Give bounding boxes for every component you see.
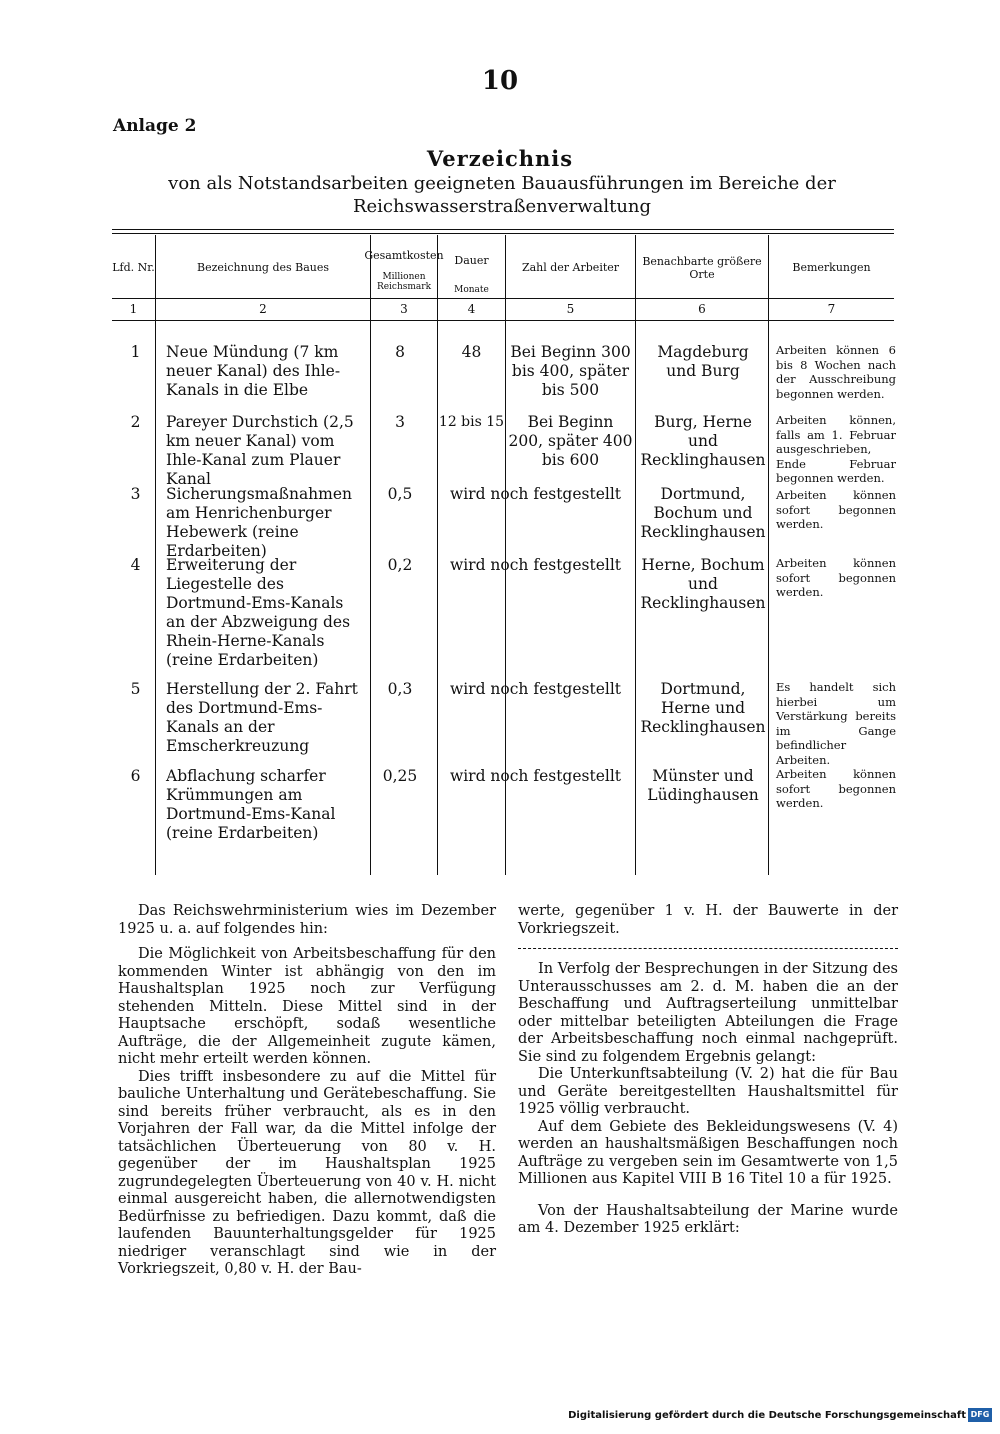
document-subtitle: von als Notstandsarbeiten geeigneten Bauausführungen im Bereiche der Reichswasserstraßenverwaltung — [168, 173, 836, 217]
row-name: Abflachung scharfer Krümmungen am Dortmund-Ems-Kanal (reine Erdarbeiten) — [166, 767, 336, 842]
header-cost: Gesamtkosten — [364, 248, 444, 262]
row-remarks: Es handelt sich hierbei um Verstärkung bereits im Gange befindlicher Arbeiten. — [776, 680, 896, 767]
row-cost: 0,2 — [387, 556, 413, 574]
header-cost-unit: Millionen Reichsmark — [376, 272, 432, 292]
header-nr: Lfd. Nr. — [112, 261, 155, 274]
row-places: Herne, Bochum und Recklinghausen — [640, 556, 766, 612]
section-divider — [518, 948, 898, 949]
row-cost: 0,25 — [382, 767, 418, 785]
row-remarks: Arbeiten können sofort begonnen werden. — [776, 767, 896, 810]
table-top-rule-inner — [112, 233, 894, 234]
footer-credit: Digitalisierung gefördert durch die Deutsche Forschungsgemeinschaft — [568, 1410, 966, 1421]
paragraph: Die Unterkunftsabteilung (V. 2) hat die für Bau und Geräte bereitgestellten Haushaltsmittel für 1925 völlig verbraucht. — [518, 1066, 898, 1117]
paragraph: Auf dem Gebiete des Bekleidungswesens (V. 4) werden an haushaltsmäßigen Beschaffungen noch Aufträge zu vergeben sein im Gesamtwerte von 1,5 Millionen aus Kapitel VIII B 16 Titel 10 a für 1925. — [518, 1118, 898, 1187]
row-nr: 4 — [130, 556, 141, 574]
row-duration-workers: wird noch festgestellt — [449, 485, 622, 503]
row-duration-workers: wird noch festgestellt — [449, 680, 622, 698]
row-places: Burg, Herne und Recklinghausen — [640, 413, 766, 469]
header-duration-unit: Monate — [454, 285, 489, 295]
row-workers: Bei Beginn 200, später 400 bis 600 — [508, 413, 633, 469]
row-nr: 5 — [130, 680, 141, 698]
column-divider — [155, 235, 156, 875]
row-cost: 0,3 — [387, 680, 413, 698]
table-number-rule — [112, 320, 894, 321]
page-number: 10 — [481, 66, 519, 96]
paragraph: werte, gegenüber 1 v. H. der Bauwerte in der Vorkriegszeit. — [518, 903, 898, 937]
column-divider — [635, 235, 636, 875]
row-nr: 6 — [130, 767, 141, 785]
paragraph: Das Reichswehrministerium wies im Dezember 1925 u. a. auf folgendes hin: — [118, 903, 496, 937]
row-name: Pareyer Durchstich (2,5 km neuer Kanal) vom Ihle-Kanal zum Plauer Kanal — [166, 413, 354, 488]
row-name: Herstellung der 2. Fahrt des Dortmund-Ems-Kanals an der Emscherkreuzung — [166, 680, 358, 755]
header-name: Bezeichnung des Baues — [196, 261, 330, 274]
row-duration-workers: wird noch festgestellt — [449, 556, 622, 574]
row-duration: 12 bis 15 — [438, 414, 505, 430]
row-remarks: Arbeiten können sofort begonnen werden. — [776, 488, 896, 531]
paragraph: In Verfolg der Besprechungen in der Sitzung des Unterausschusses am 2. d. M. haben die an der Beschaffung und Auftragserteilung unmittelbar oder mittelbar beteiligten Abteilungen die Frage der Arbeitsbeschaffung noch einmal nachgeprüft. Sie sind zu folgendem Ergebnis gelangt: — [518, 961, 898, 1065]
row-remarks: Arbeiten können sofort begonnen werden. — [776, 556, 896, 599]
row-places: Magdeburg und Burg — [657, 343, 749, 380]
paragraph: Dies trifft insbesondere zu auf die Mittel für bauliche Unterhaltung und Gerätebeschaffung. Sie sind bereits früher verbraucht, als es in den Vorjahren der Fall war, da die Mittel infolge der tatsächlichen Überteuerung von 80 v. H. gegenüber der im Haushaltsplan 1925 zugrundegelegten Überteuerung von 40 v. H. nicht einmal ausgereicht haben, die allernotwendigsten Bedürfnisse zu befriedigen. Dazu kommt, daß die laufenden Bauunterhaltungsgelder für 1925 niedriger veranschlagt sind wie in der Vorkriegszeit, 0,80 v. H. der Bau- — [118, 1068, 496, 1277]
row-places: Dortmund, Herne und Recklinghausen — [640, 680, 766, 736]
document-title: Verzeichnis — [426, 146, 574, 171]
row-places: Münster und Lüdinghausen — [647, 767, 759, 804]
row-cost: 0,5 — [387, 485, 413, 503]
column-number: 1 — [129, 302, 138, 316]
row-nr: 1 — [130, 343, 141, 361]
table-top-rule — [112, 229, 894, 230]
column-number: 2 — [259, 302, 267, 316]
right-text-column — [518, 903, 898, 1238]
row-remarks: Arbeiten können 6 bis 8 Wochen nach der Ausschreibung begonnen werden. — [776, 343, 896, 401]
dfg-logo: DFG — [968, 1408, 992, 1422]
column-number: 4 — [467, 302, 476, 316]
row-name: Erweiterung der Liegestelle des Dortmund-Ems-Kanals an der Abzweigung des Rhein-Herne-Kanals (reine Erdarbeiten) — [166, 556, 351, 669]
column-number: 7 — [827, 302, 836, 316]
header-duration: Dauer — [454, 253, 489, 267]
column-number: 5 — [566, 302, 575, 316]
row-remarks: Arbeiten können, falls am 1. Februar ausgeschrieben, Ende Februar begonnen werden. — [776, 413, 896, 485]
row-nr: 3 — [130, 485, 141, 503]
header-places: Benachbarte größere Orte — [642, 254, 762, 281]
row-cost: 8 — [395, 343, 405, 361]
header-workers: Zahl der Arbeiter — [521, 261, 620, 274]
header-remarks: Bemerkungen — [792, 261, 871, 274]
column-number: 3 — [400, 302, 408, 316]
row-places: Dortmund, Bochum und Recklinghausen — [640, 485, 766, 541]
table-header-rule — [112, 298, 894, 299]
column-divider — [768, 235, 769, 875]
row-workers: Bei Beginn 300 bis 400, später bis 500 — [510, 343, 631, 399]
row-nr: 2 — [130, 413, 141, 431]
annex-label: Anlage 2 — [113, 116, 197, 136]
paragraph: Von der Haushaltsabteilung der Marine wurde am 4. Dezember 1925 erklärt: — [518, 1202, 898, 1236]
row-duration-workers: wird noch festgestellt — [449, 767, 622, 785]
row-duration: 48 — [461, 343, 482, 361]
column-number: 6 — [698, 302, 706, 316]
row-cost: 3 — [395, 413, 405, 431]
paragraph: Die Möglichkeit von Arbeitsbeschaffung für den kommenden Winter ist abhängig von den im Haushaltsplan 1925 noch zur Verfügung stehenden Mitteln. Diese Mittel sind in der Hauptsache erschöpft, sodaß wesentliche Aufträge, die der Allgemeinheit zugute kämen, nicht mehr erteilt werden können. — [118, 946, 496, 1067]
left-text-column — [118, 903, 496, 1279]
row-name: Neue Mündung (7 km neuer Kanal) des Ihle-Kanals in die Elbe — [166, 343, 341, 399]
row-name: Sicherungsmaßnahmen am Henrichenburger Hebewerk (reine Erdarbeiten) — [166, 485, 353, 560]
